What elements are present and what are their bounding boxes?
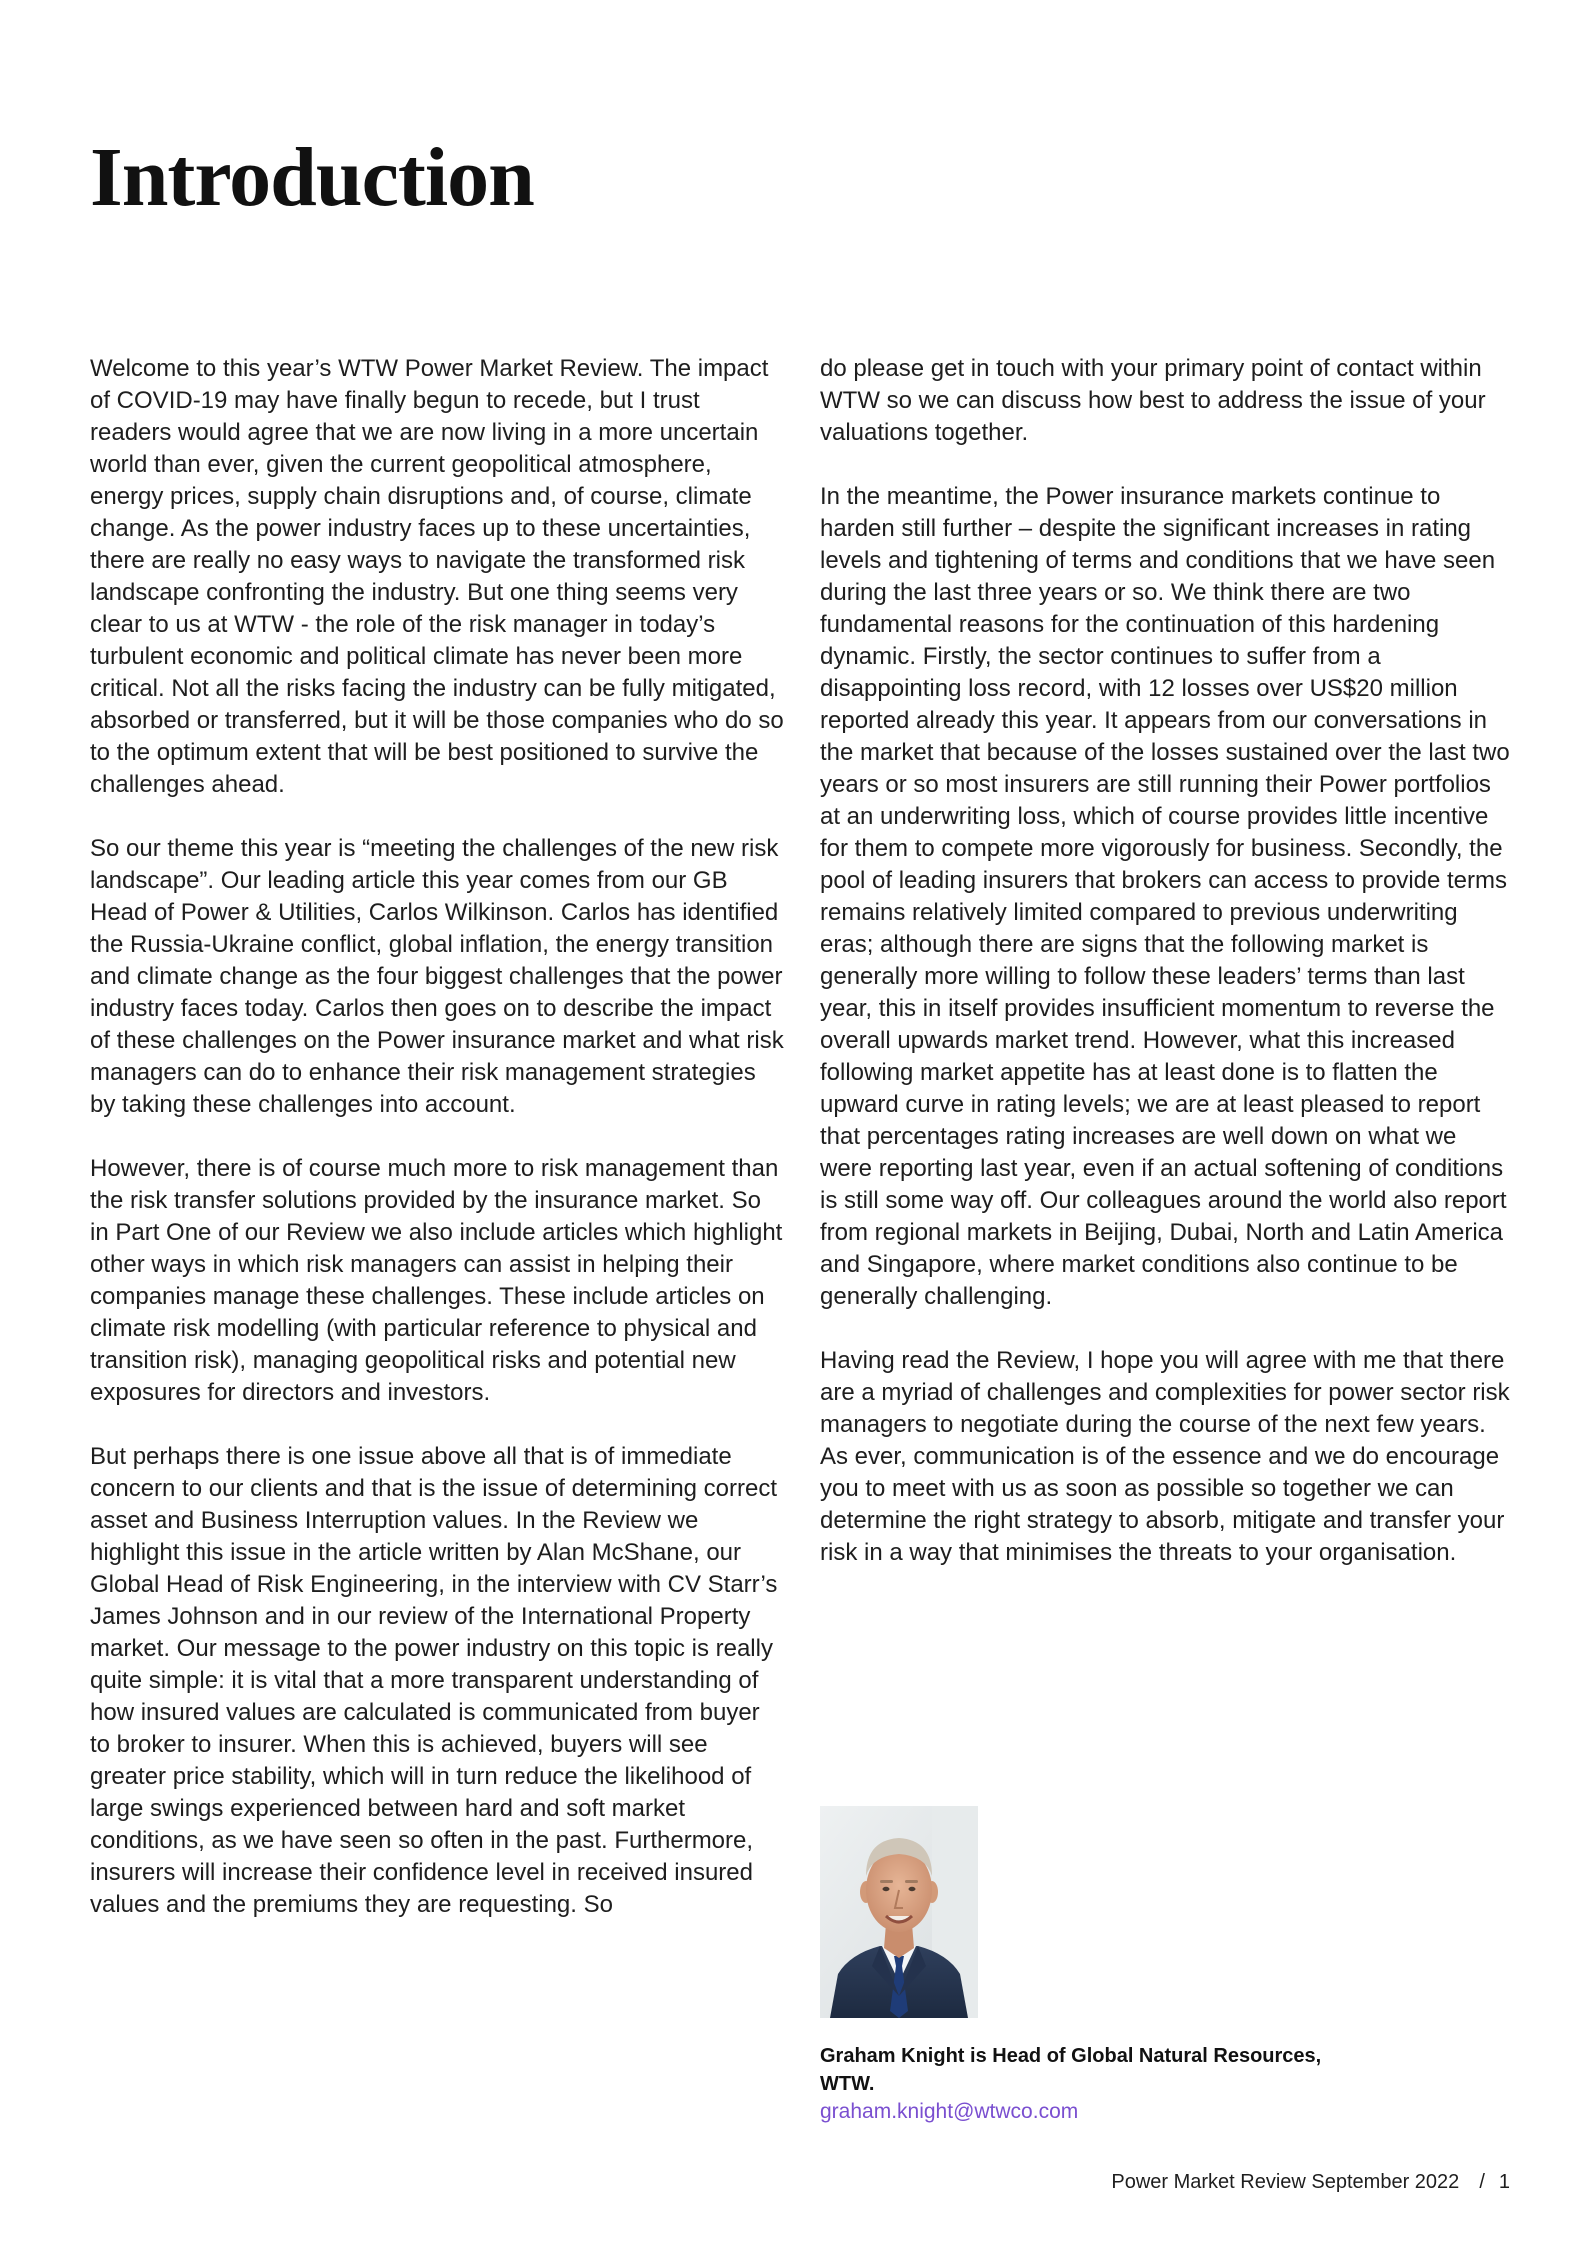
footer-separator: / xyxy=(1479,2171,1485,2193)
paragraph: But perhaps there is one issue above all that is of immediate concern to our clients and that is the issue of determining correct asset and Business Interruption values. In the Review we highlight this issue in the article written by Alan McShane, our Global Head of Risk Engineering, in the interview with CV Starr’s James Johnson and in our review of the International Property market. Our message to the power industry on this topic is really quite simple: it is vital that a more transparent understanding of how insured values are calculated is communicated from buyer to broker to insurer. When this is achieved, buyers will see greater price stability, which will in turn reduce the likelihood of large swings experienced between hard and soft market conditions, as we have seen so often in the past. Furthermore, insurers will increase their confidence level in received insured values and the premiums they are requesting. So xyxy=(90,1443,778,1918)
author-block xyxy=(820,1806,1340,2126)
publication-name: Power Market Review September 2022 xyxy=(1111,2171,1460,2193)
paragraph: However, there is of course much more to risk management than the risk transfer solutions provided by the insurance market. So in Part One of our Review we also include articles which highlight other ways in which risk managers can assist in helping their companies manage these challenges. These include articles on climate risk modelling (with particular reference to physical and transition risk), managing geopolitical risks and potential new exposures for directors and investors. xyxy=(90,1155,783,1406)
paragraph: In the meantime, the Power insurance markets continue to harden still further – despite the significant increases in rating levels and tightening of terms and conditions that we have seen during the last three years or so. We think there are two fundamental reasons for the continuation of this hardening dynamic. Firstly, the sector continues to suffer from a disappointing loss record, with 12 losses over US$20 million reported already this year. It appears from our conversations in the market that because of the losses sustained over the last two years or so most insurers are still running their Power portfolios at an underwriting loss, which of course provides little incentive for them to compete more vigorously for business. Secondly, the pool of leading insurers that brokers can access to provide terms remains relatively limited compared to previous underwriting eras; although there are signs that the following market is generally more willing to follow these leaders’ terms than last year, this in itself provides insufficient momentum to reverse the overall upwards market trend. However, what this increased following market appetite has at least done is to flatten the upward curve in rating levels; we are at least pleased to report that percentages rating increases are well down on what we were reporting last year, even if an actual softening of conditions is still some way off. Our colleagues around the world also report from regional markets in Beijing, Dubai, North and Latin America and Singapore, where market conditions also continue to be generally challenging. xyxy=(820,483,1510,1310)
right-column xyxy=(820,353,1510,1569)
page-footer xyxy=(900,2168,1510,2196)
page-title: Introduction xyxy=(90,131,534,224)
page-number: 1 xyxy=(1498,2171,1510,2193)
paragraph: Having read the Review, I hope you will agree with me that there are a myriad of challenges and complexities for power sector risk managers to negotiate during the course of the next few years. As ever, communication is of the essence and we do encourage you to meet with us as soon as possible so together we can determine the right strategy to absorb, mitigate and transfer your risk in a way that minimises the threats to your organisation. xyxy=(820,1347,1510,1566)
paragraph: do please get in touch with your primary point of contact within WTW so we can discuss how best to address the issue of your valuations together. xyxy=(820,355,1486,446)
author-email-link[interactable]: graham.knight@wtwco.com xyxy=(820,2100,1079,2123)
paragraph: So our theme this year is “meeting the challenges of the new risk landscape”. Our leading article this year comes from our GB Head of Power & Utilities, Carlos Wilkinson. Carlos has identified the Russia-Ukraine conflict, global inflation, the energy transition and climate change as the four biggest challenges that the power industry faces today. Carlos then goes on to describe the impact of these challenges on the Power insurance market and what risk managers can do to enhance their risk management strategies by taking these challenges into account. xyxy=(90,835,784,1118)
author-portrait xyxy=(820,1806,978,2018)
left-column xyxy=(90,353,785,1921)
paragraph: Welcome to this year’s WTW Power Market Review. The impact of COVID-19 may have finally begun to recede, but I trust readers would agree that we are now living in a more uncertain world than ever, given the current geopolitical atmosphere, energy prices, supply chain disruptions and, of course, climate change. As the power industry faces up to these uncertainties, there are really no easy ways to navigate the transformed risk landscape confronting the industry. But one thing seems very clear to us at WTW - the role of the risk manager in today’s turbulent economic and political climate has never been more critical. Not all the risks facing the industry can be fully mitigated, absorbed or transferred, but it will be those companies who do so to the optimum extent that will be best positioned to survive the challenges ahead. xyxy=(90,355,784,798)
author-caption: Graham Knight is Head of Global Natural Resources, WTW. xyxy=(820,2045,1322,2095)
